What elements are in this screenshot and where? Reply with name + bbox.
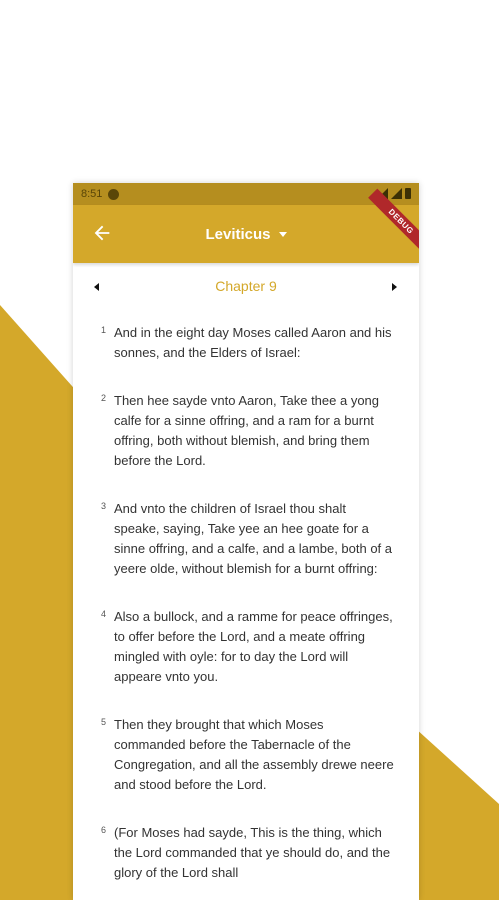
- verse-item: [101, 823, 395, 883]
- verse-number: 1: [101, 325, 107, 335]
- status-bar: [73, 183, 419, 205]
- background-decoration-right: [415, 728, 499, 900]
- verse-text: Then they brought that which Moses commanded before the Tabernacle of the Congregation, and all the assembly drewe neere and stood before the Lord.: [114, 717, 394, 792]
- verse-text: And in the eight day Moses called Aaron and his sonnes, and the Elders of Israel:: [114, 325, 392, 360]
- previous-chapter-button[interactable]: [91, 281, 103, 293]
- verse-number: 2: [101, 393, 107, 403]
- verse-number: 6: [101, 825, 107, 835]
- right-arrow-icon: [392, 283, 397, 291]
- verse-text: And vnto the children of Israel thou shalt speake, saying, Take yee an hee goate for a sinne offring, and a calfe, and a lambe, both of a yeere olde, without blemish for a burnt offring:: [114, 501, 393, 576]
- verse-number: 4: [101, 609, 107, 619]
- verse-number: 5: [101, 717, 107, 727]
- next-chapter-button[interactable]: [389, 281, 401, 293]
- verse-text: Also a bullock, and a ramme for peace offringes, to offer before the Lord, and a meate offring mingled with oyle: for to day the Lord will appeare vnto you.: [114, 609, 393, 684]
- left-arrow-icon: [94, 283, 99, 291]
- chapter-navigation: [73, 263, 419, 309]
- background-decoration-left: [0, 305, 80, 900]
- dropdown-arrow-icon: [279, 232, 287, 237]
- verse-number: 3: [101, 501, 107, 511]
- chapter-title: Chapter 9: [215, 278, 277, 294]
- verse-item: [101, 715, 395, 795]
- notification-icon: [108, 189, 119, 200]
- debug-banner: DEBUG: [368, 189, 419, 255]
- signal-icon: [391, 188, 402, 199]
- verse-text: (For Moses had sayde, This is the thing, which the Lord commanded that ye should do, and the glory of the Lord shall: [114, 825, 391, 880]
- verse-item: [101, 607, 395, 687]
- book-selector[interactable]: [73, 205, 419, 263]
- app-bar: [73, 205, 419, 263]
- phone-screen: [73, 183, 419, 900]
- verse-item: [101, 391, 395, 471]
- battery-icon: [405, 188, 411, 199]
- verse-list: [73, 323, 419, 883]
- book-title: Leviticus: [205, 225, 271, 243]
- verse-item: [101, 499, 395, 579]
- verse-item: [101, 323, 395, 363]
- status-time: 8:51: [81, 188, 103, 200]
- verse-text: Then hee sayde vnto Aaron, Take thee a yong calfe for a sinne offring, and a ram for a burnt offring, both without blemish, and bring them before the Lord.: [114, 393, 380, 468]
